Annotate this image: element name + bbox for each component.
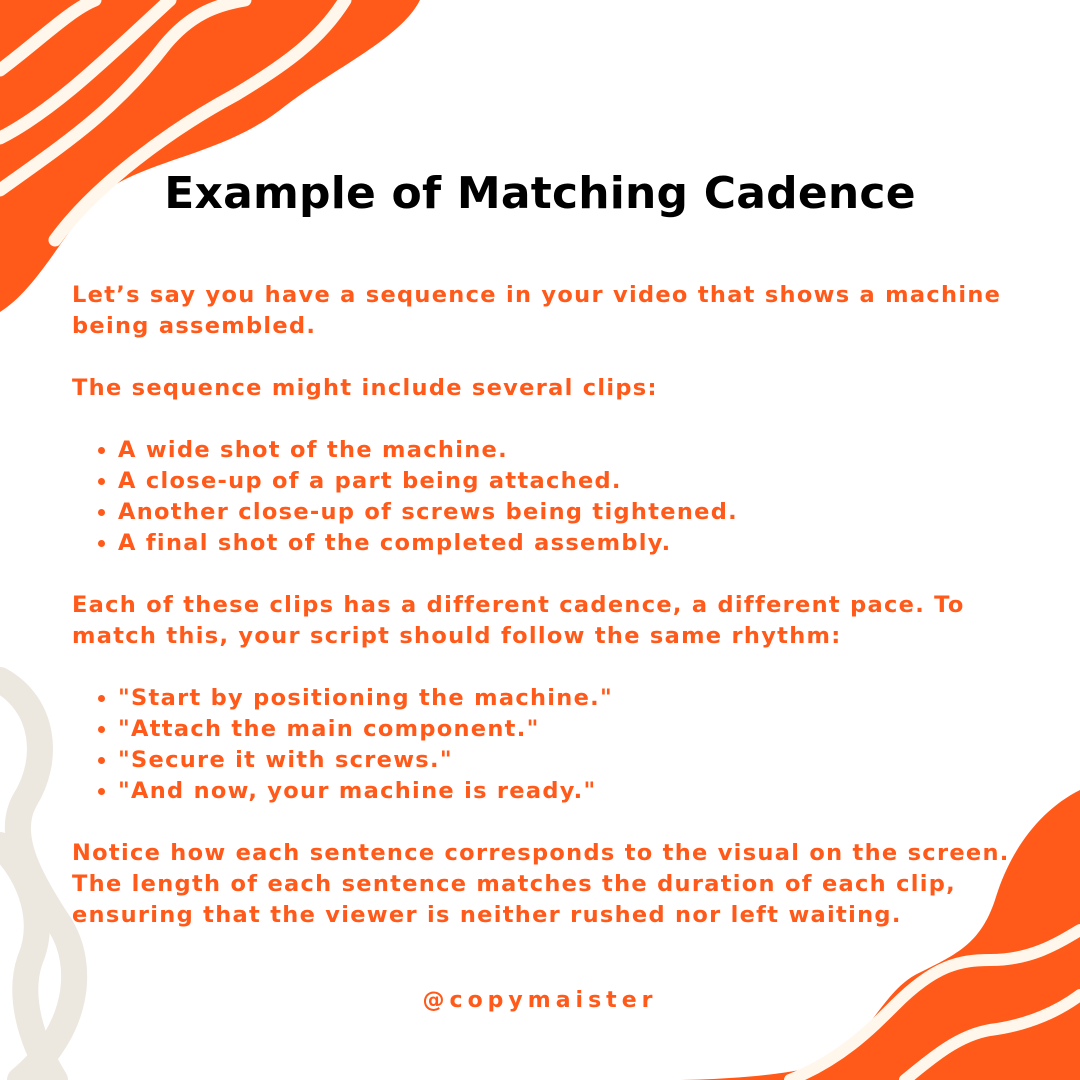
- closing-paragraph: Notice how each sentence corresponds to the visual on the screen. The length of each sentence matches the duration of each clip, ensuring that the viewer is neither rushed nor left waiting.: [72, 840, 1010, 928]
- clips-list: [72, 435, 1012, 559]
- intro-paragraph: Let’s say you have a sequence in your video that shows a machine being assembled.: [72, 282, 1002, 339]
- page-title: Example of Matching Cadence: [164, 168, 916, 219]
- list-item: • A close-up of a part being attached.: [118, 466, 1012, 497]
- clips-intro: The sequence might include several clips:: [72, 375, 658, 401]
- list-item: • "Start by positioning the machine.": [118, 683, 1012, 714]
- top-left-orange-wave: [0, 0, 420, 312]
- list-item: • "Secure it with screws.": [118, 745, 1012, 776]
- list-item: • A final shot of the completed assembly.: [118, 528, 1012, 559]
- cadence-paragraph: Each of these clips has a different cadence, a different pace. To match this, your script should follow the same rhythm:: [72, 592, 965, 649]
- list-item: • "And now, your machine is ready.": [118, 776, 1012, 807]
- body-content: [72, 280, 1012, 931]
- script-lines-list: [72, 683, 1012, 807]
- list-item: • A wide shot of the machine.: [118, 435, 1012, 466]
- social-handle: @copymaister: [422, 988, 658, 1013]
- list-item: • Another close-up of screws being tightened.: [118, 497, 1012, 528]
- list-item: • "Attach the main component.": [118, 714, 1012, 745]
